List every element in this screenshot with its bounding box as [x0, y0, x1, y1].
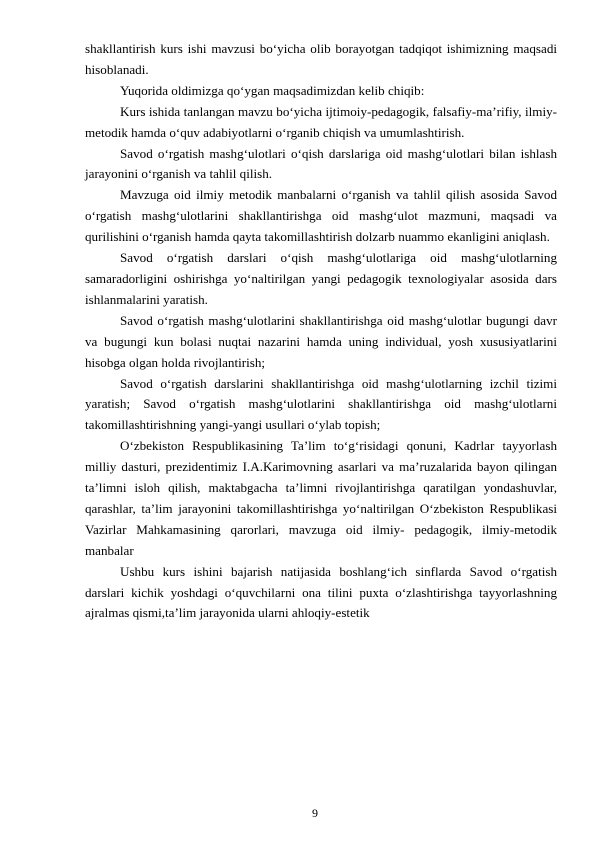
paragraph-task-2: Savod o‘rgatish mashg‘ulotlari o‘qish darslariga oid mashg‘ulotlari bilan ishlash jarayonini o‘rganish va tahlil qilish.	[85, 145, 557, 182]
paragraph-task-6: Savod o‘rgatish darslarini shakllantirishga oid mashg‘ulotlarning izchil tizimi yaratish; Savod o‘rgatish mashg‘ulotlarini shakllantirishga oid mashg‘ulotlarni takomillashtirishning yangi-yangi usullari o‘ylab topish;	[85, 375, 557, 433]
paragraph-task-5: Savod o‘rgatish mashg‘ulotlarini shakllantirishga oid mashg‘ulotlar bugungi davr va bugungi kun bolasi nuqtai nazarini hamda uning individual, yosh xususiyatlarini hisobga olgan holda rivojlantirish;	[85, 312, 557, 370]
paragraph-outcome: Ushbu kurs ishini bajarish natijasida boshlang‘ich sinflarda Savod o‘rgatish darslari kichik yoshdagi o‘quvchilarni ona tilini puxta o‘zlashtirishga tayyorlashning ajralmas qismi,ta’lim jarayonida ularni ahloqiy-estetik	[85, 563, 557, 621]
paragraph-sources: O‘zbekiston Respublikasining Ta’lim to‘g‘risidagi qonuni, Kadrlar tayyorlash milliy dasturi, prezidentimiz I.A.Karimovning asarlari va ma’ruzalarida bayon qilingan ta’limni isloh qilish, maktabgacha ta’limni rivojlantirishga qaratilgan yondashuvlar, qarashlar, ta’lim jarayonini takomillashtirishga yo‘naltirilgan O‘zbekiston Respublikasi Vazirlar Mahkamasining qarorlari, mavzuga oid ilmiy- pedagogik, ilmiy-metodik manbalar	[85, 438, 557, 558]
paragraph-intro: Yuqorida oldimizga qo‘ygan maqsadimizdan kelib chiqib:	[120, 82, 425, 98]
paragraph-continuation: shakllantirish kurs ishi mavzusi bo‘yicha olib borayotgan tadqiqot ishimizning maqsadi hisoblanadi.	[85, 41, 557, 77]
paragraph-task-3: Mavzuga oid ilmiy metodik manbalarni o‘rganish va tahlil qilish asosida Savod o‘rgatish mashg‘ulotlarini shakllantirishga oid mashg‘ulot mazmuni, maqsadi va qurilishini o‘rganish hamda qayta takomillashtirish dolzarb nuammo ekanligini aniqlash.	[85, 187, 557, 245]
paragraph-task-1: Kurs ishida tanlangan mavzu bo‘yicha ijtimoiy-pedagogik, falsafiy-ma’rifiy, ilmiy-metodik hamda o‘quv adabiyotlarni o‘rganib chiqish va umumlashtirish.	[85, 103, 557, 140]
body-text	[85, 39, 557, 624]
page-number: 9	[312, 806, 318, 820]
paragraph-task-4: Savod o‘rgatish darslari o‘qish mashg‘ulotlariga oid mashg‘ulotlarning samaradorligini oshirishga yo‘naltirilgan yangi pedagogik texnologiyalar asosida dars ishlanmalarini yaratish.	[85, 250, 557, 307]
